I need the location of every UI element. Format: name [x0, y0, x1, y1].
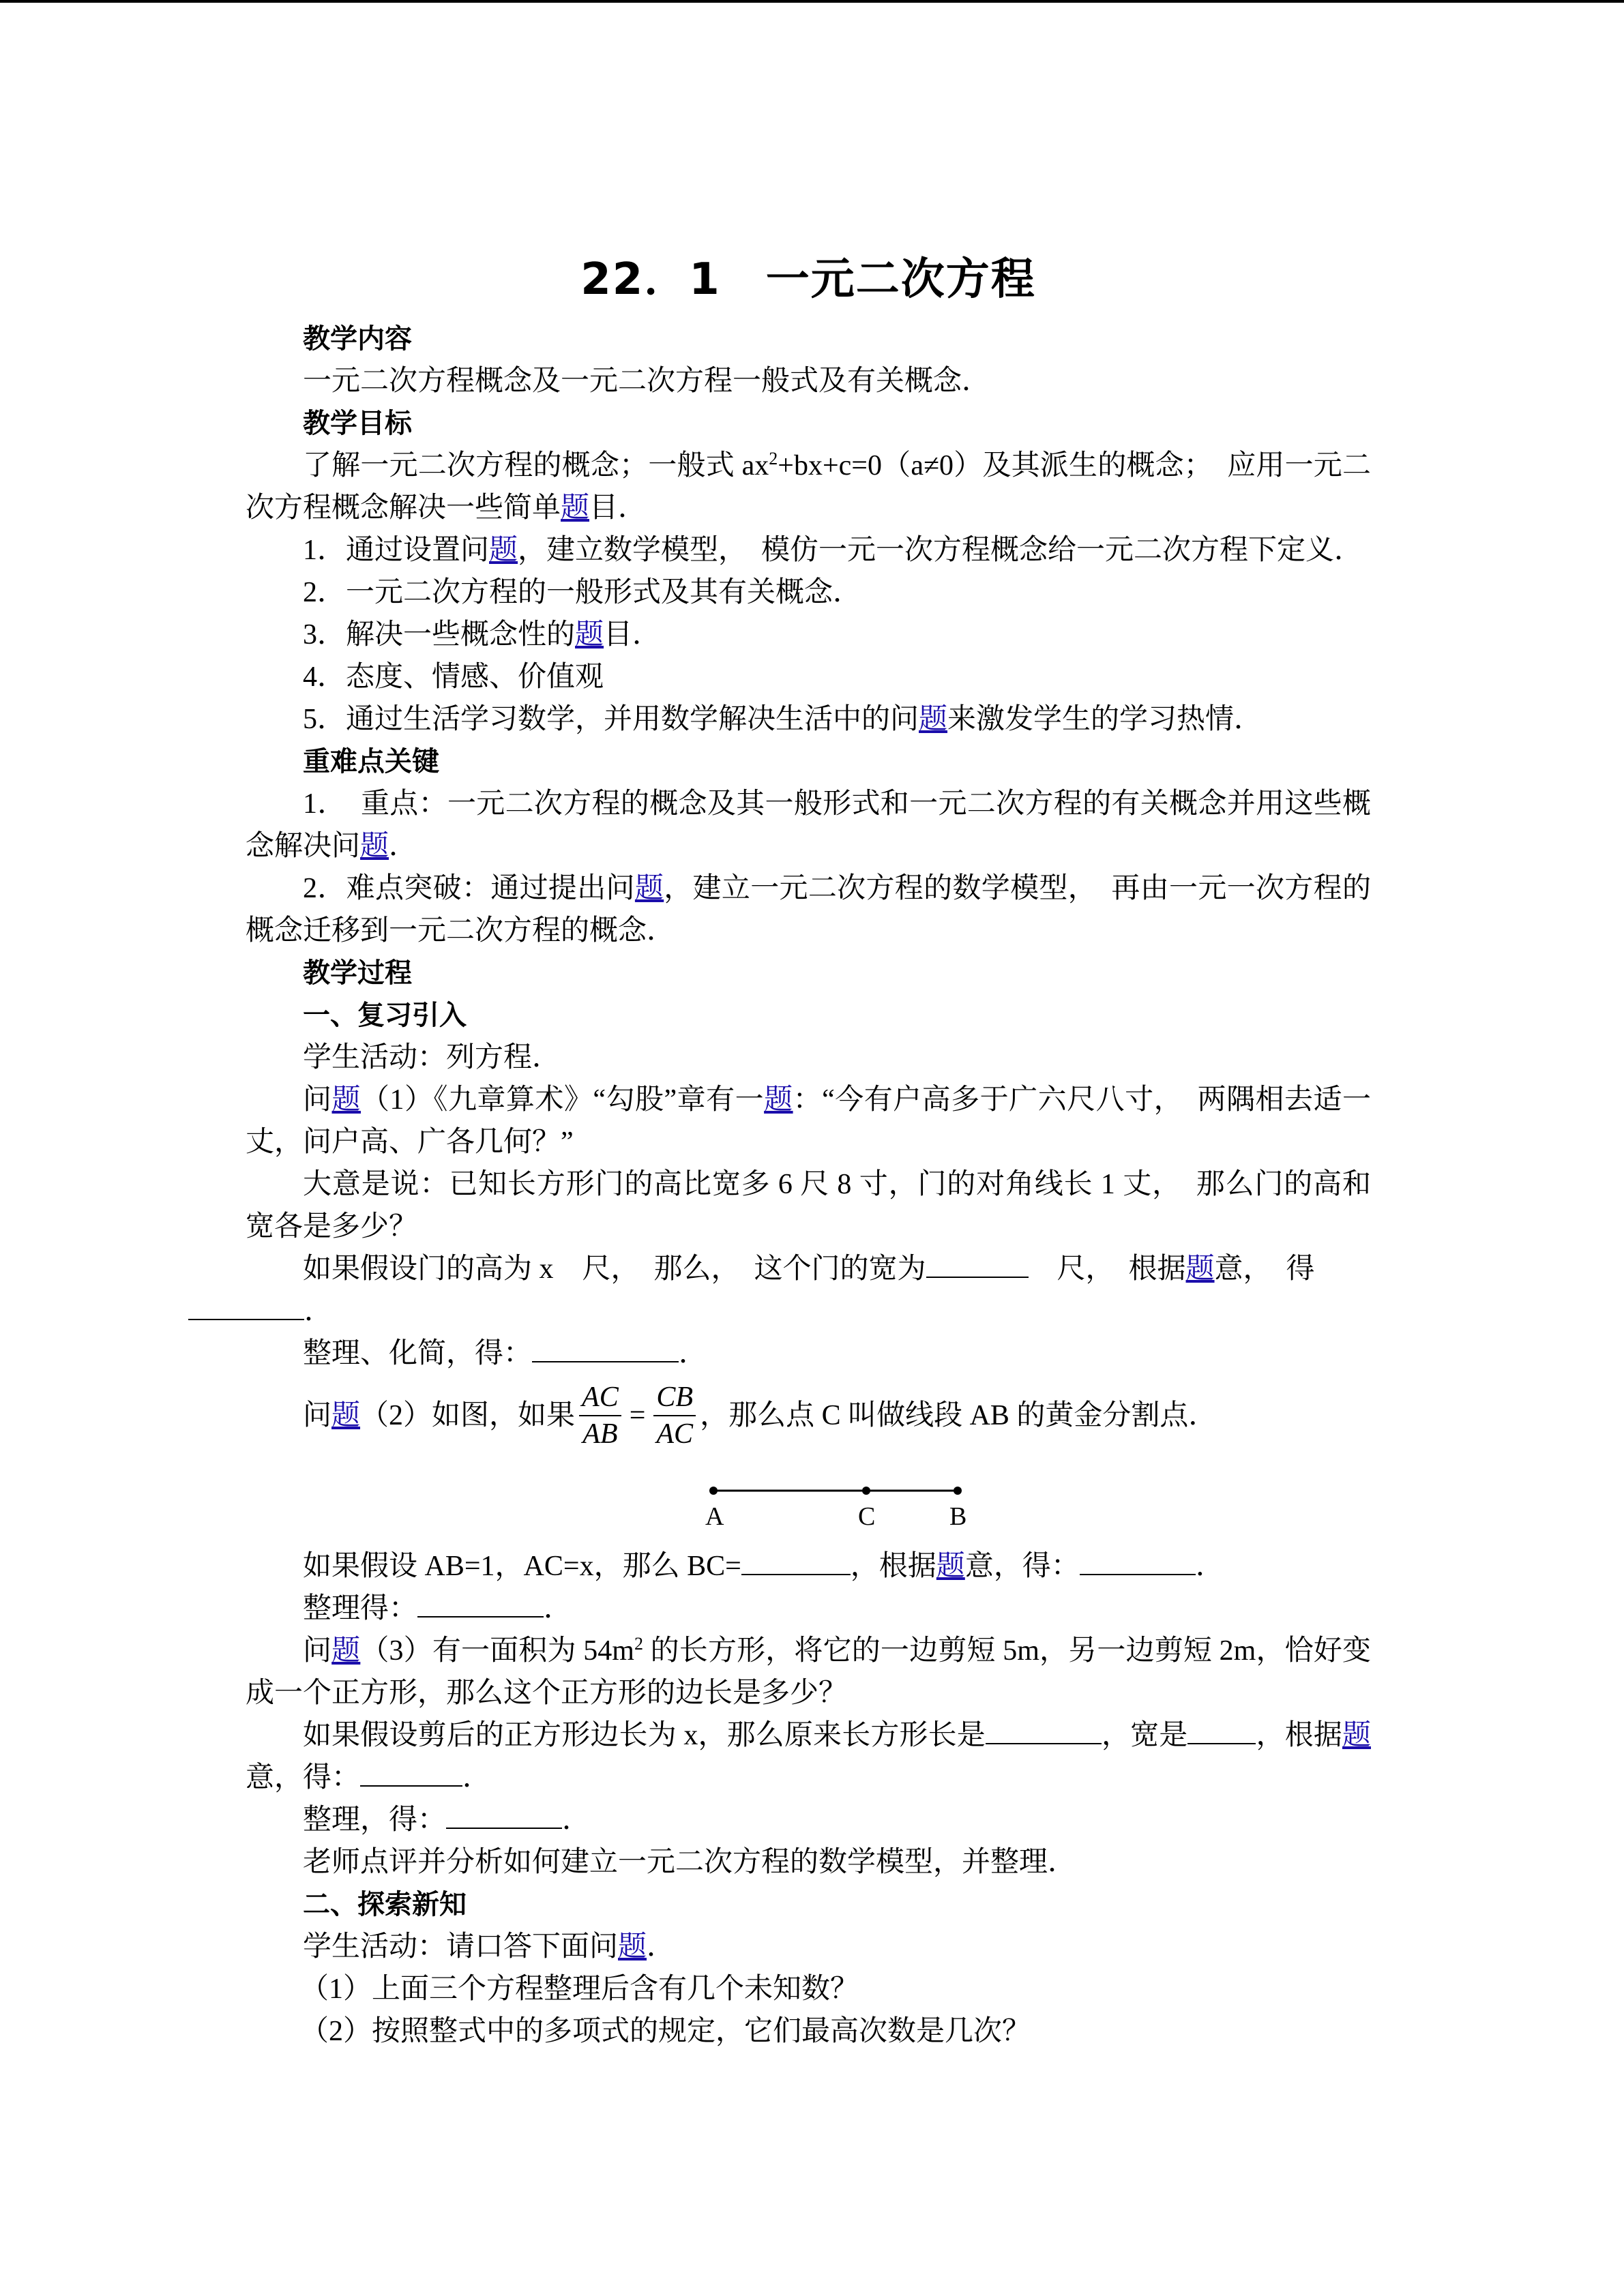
blank-field[interactable]: [1080, 1547, 1196, 1575]
paragraph: 学生活动：列方程．: [303, 1042, 561, 1073]
paragraph: 整理，得： ．: [246, 1799, 1371, 1841]
paragraph: 一元二次方程概念及一元二次方程一般式及有关概念．: [303, 366, 991, 397]
heading-explore: 二、探索新知: [303, 1889, 467, 1920]
paragraph: 老师点评并分析如何建立一元二次方程的数学模型，并整理．: [303, 1847, 1077, 1878]
equals-sign: =: [629, 1400, 646, 1431]
heading-teaching-content: 教学内容: [303, 323, 412, 355]
link-ti[interactable]: 题: [331, 1635, 361, 1667]
link-ti[interactable]: 题: [489, 535, 518, 566]
fraction-cb-ac: $\frac{CB}{AC}$: [653, 1380, 696, 1452]
label-c: C: [858, 1502, 876, 1531]
list-item: 1．通过设置问题，建立数学模型， 模仿一元一次方程概念给一元二次方程下定义．: [303, 535, 1363, 566]
heading-key-points: 重难点关键: [303, 746, 439, 777]
document-body: [246, 245, 1371, 2053]
list-item: 2．一元二次方程的一般形式及其有关概念．: [303, 577, 862, 608]
point-c: [862, 1487, 870, 1495]
point-b: [954, 1487, 962, 1495]
blank-field[interactable]: [1187, 1716, 1256, 1744]
link-ti[interactable]: 题: [331, 1400, 361, 1431]
paragraph: 学生活动：请口答下面问题．: [303, 1931, 676, 1963]
paragraph-fill-2: 如果假设 AB=1，AC=x，那么 BC= ，根据题意，得： ．: [246, 1545, 1371, 1587]
list-item: 5．通过生活学习数学，并用数学解决生活中的问题来激发学生的学习热情．: [303, 704, 1263, 735]
paragraph: 整理得： ．: [246, 1587, 1371, 1630]
heading-teaching-goal: 教学目标: [303, 408, 412, 439]
paragraph: 大意是说：已知长方形门的高比宽多 6 尺 8 寸，门的对角线长 1 丈， 那么门的高和宽各是多少？: [246, 1169, 1371, 1242]
golden-section-svg: [246, 1457, 1371, 1545]
blank-field[interactable]: [446, 1800, 562, 1829]
label-a: A: [705, 1502, 724, 1531]
point-a: [709, 1487, 718, 1495]
list-item: （2）按照整式中的多项式的规定，它们最高次数是几次？: [300, 2016, 1031, 2047]
link-ti[interactable]: 题: [360, 831, 389, 862]
link-ti[interactable]: 题: [634, 873, 664, 904]
paragraph-fill-3: 如果假设剪后的正方形边长为 x，那么原来长方形长是 ，宽是 ，根据题意，得： ．: [246, 1714, 1371, 1799]
paragraph-question-3: 问题（3）有一面积为 $54m^2$ 的长方形，将它的一边剪短 5m，另一边剪短 2m，恰好变成一个正方形，那么这个正方形的边长是多少？: [246, 1634, 1371, 1709]
link-ti[interactable]: 题: [764, 1084, 793, 1116]
link-ti[interactable]: 题: [331, 1084, 361, 1116]
paragraph: 整理、化简，得： ．: [246, 1332, 1371, 1375]
paragraph-goal: 了解一元二次方程的概念；一般式 $ax^2+bx+c=0(a\ne 0)$及其派生的概念； 应用一元二次方程概念解决一些简单题目．: [246, 449, 1371, 524]
heading-teaching-process: 教学过程: [303, 957, 412, 989]
list-item: 3．解决一些概念性的题目．: [303, 619, 662, 651]
label-b: B: [949, 1502, 967, 1531]
blank-field[interactable]: [741, 1547, 851, 1575]
fraction-ac-ab: $\frac{AC}{AB}$: [579, 1380, 621, 1452]
paragraph-fill-1: 如果假设门的高为 x 尺， 那么， 这个门的宽为 尺， 根据题意， 得 ．: [246, 1248, 1371, 1332]
link-ti[interactable]: 题: [1185, 1253, 1215, 1285]
blank-field[interactable]: [417, 1589, 544, 1617]
list-item: 4．态度、情感、价值观: [303, 661, 604, 693]
paragraph: 1． 重点：一元二次方程的概念及其一般形式和一元二次方程的有关概念并用这些概念解决问题．: [246, 788, 1371, 862]
segment-diagram: [246, 1457, 1371, 1545]
link-ti[interactable]: 题: [618, 1931, 647, 1963]
paragraph: 2．难点突破：通过提出问题，建立一元二次方程的数学模型， 再由一元一次方程的概念迁移到一元二次方程的概念．: [246, 873, 1371, 946]
link-ti[interactable]: 题: [1342, 1720, 1371, 1751]
blank-field[interactable]: [986, 1716, 1102, 1744]
blank-field[interactable]: [926, 1249, 1029, 1278]
blank-field[interactable]: [532, 1334, 679, 1362]
link-ti[interactable]: 题: [575, 619, 604, 651]
heading-review: 一、复习引入: [303, 1000, 467, 1031]
link-ti[interactable]: 题: [919, 704, 948, 735]
page-title: 22．1 一元二次方程: [580, 254, 1036, 305]
paragraph-question-1: 问题（1）《九章算术》“勾股”章有一题：“今有户高多于广六尺八寸， 两隅相去适一丈，问户高、广各几何？”: [246, 1084, 1371, 1158]
top-border-line: [0, 0, 1624, 3]
blank-field[interactable]: [188, 1292, 304, 1320]
list-item: （1）上面三个方程整理后含有几个未知数？: [300, 1973, 859, 2005]
paragraph-question-2: 问 题 （2）如图，如果 $\frac{AC}{AB}$ = $\frac{CB}{AC}$ ，那么点 C 叫做线段 AB 的黄金分割点．: [246, 1375, 1371, 1457]
link-ti[interactable]: 题: [936, 1551, 965, 1582]
blank-field[interactable]: [360, 1758, 462, 1787]
link-ti[interactable]: 题: [561, 492, 590, 524]
